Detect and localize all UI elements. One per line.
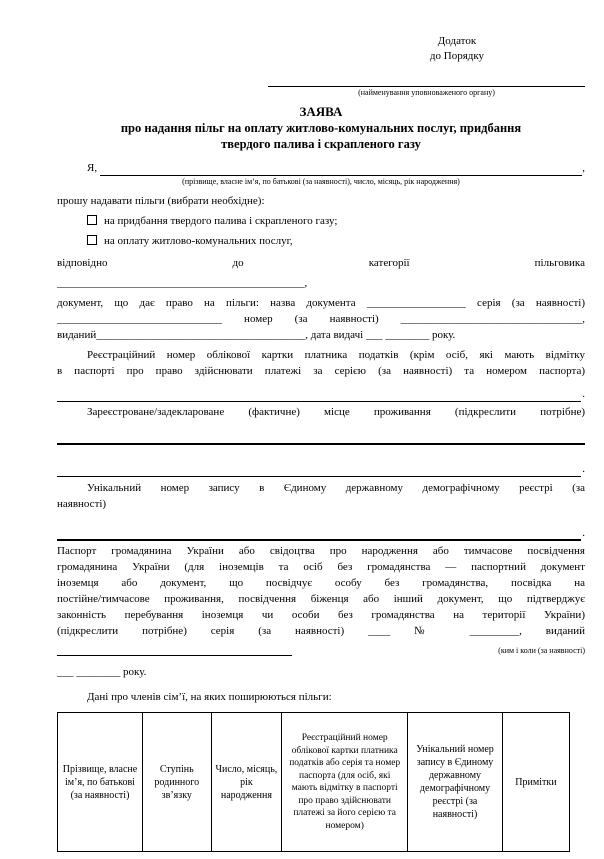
unique-number-field[interactable]: [57, 529, 581, 541]
applicant-caption: (прізвище, власне ім’я, по батькові (за наявності), число, місяць, рік народження): [182, 177, 460, 186]
residence-field-line-1[interactable]: [57, 433, 585, 445]
unique-line-period: .: [582, 527, 585, 539]
annex-line-2: до Порядку: [429, 50, 485, 62]
family-members-table: [57, 712, 570, 852]
tax-number-line-2: в паспорті про право здійснювати платежі за серією (за наявності) та номером паспорта): [57, 365, 585, 377]
residence-field-line-2[interactable]: [57, 466, 581, 477]
category-field[interactable]: _____________________________________________,: [57, 277, 308, 289]
annex-line-1: Додаток: [437, 35, 477, 47]
passport-para-line-1: Паспорт громадянина України або свідоцтва про народження або тимчасове посвідчення: [57, 545, 585, 557]
passport-para-line-4: постійне/тимчасове проживання, посвідчення біженця або інший документ, що підтверджує: [57, 593, 585, 605]
option-housing-services: [87, 233, 585, 249]
document-issued-line: виданий______________________________________, дата видачі ___ ________ року.: [57, 329, 456, 341]
applicant-prefix: Я,: [87, 162, 98, 174]
document-name-line: документ, що дає право на пільги: назва документа __________________ серія (за наявності): [57, 297, 585, 309]
family-table-caption: Дані про членів сім’ї, на яких поширюються пільги:: [87, 691, 332, 703]
option-housing-services-label: на оплату житлово-комунальних послуг,: [104, 235, 293, 247]
table-header-name: Прізвище, власне ім’я, по батькові (за наявності): [58, 713, 143, 852]
authority-name-field[interactable]: [268, 75, 585, 87]
form-title: ЗАЯВА: [299, 104, 343, 119]
option-solid-fuel: [87, 213, 585, 229]
unique-number-line-1: Унікальний номер запису в Єдиному державному демографічному реєстрі (за: [87, 482, 585, 494]
table-header-birthdate: Число, місяць, рік народження: [211, 713, 282, 852]
document-number-line: ______________________________ номер (за наявності) _________________________________,: [57, 313, 585, 325]
category-line: відповідно до категорії пільговика: [57, 257, 585, 269]
applicant-name-field[interactable]: [100, 163, 582, 176]
tax-number-line-1: Реєстраційний номер облікової картки платника податків (крім осіб, які мають відмітку: [87, 349, 585, 361]
checkbox-housing-services[interactable]: [87, 235, 97, 245]
issue-year-line: ___ ________ року.: [57, 666, 147, 678]
form-subtitle-line-2: твердого палива і скрапленого газу: [221, 137, 421, 151]
form-subtitle-line-1: про надання пільг на оплату житлово-комунальних послуг, придбання: [120, 121, 522, 135]
unique-number-line-2: наявності): [57, 498, 107, 510]
tax-number-field[interactable]: [57, 391, 581, 402]
table-header-unique-number: Унікальний номер запису в Єдиному державному демографічному реєстрі (за наявності): [408, 713, 503, 852]
authority-name-caption: (найменування уповноваженого органу): [358, 88, 495, 97]
tax-line-period: .: [582, 388, 585, 400]
residence-line: Зареєстроване/задеклароване (фактичне) місце проживання (підкреслити потрібне): [87, 406, 585, 418]
issuer-caption: (ким і коли (за наявності): [498, 646, 585, 655]
passport-para-line-5: законність перебування іноземця чи особи без громадянства на території України): [57, 609, 585, 621]
issuer-field[interactable]: [57, 645, 292, 656]
checkbox-solid-fuel[interactable]: [87, 215, 97, 225]
passport-para-line-2: громадянина України (для іноземців та осіб без громадянства — паспортний документ: [57, 561, 585, 573]
passport-para-line-3: іноземця або документ, що посвідчує особу без громадянства, посвідка на: [57, 577, 585, 589]
option-solid-fuel-label: на придбання твердого палива і скрапленого газу;: [104, 215, 338, 227]
passport-series-line: (підкреслити потрібне) серія (за наявності) ____ № _________, виданий: [57, 625, 585, 637]
table-header-notes: Примітки: [502, 713, 569, 852]
table-header-tax-number: Реєстраційний номер облікової картки платника податків або серія та номер паспорта (для осіб, які мають відмітку в паспорті про право здійснювати платежі за його серією та номером): [282, 713, 408, 852]
request-intro: прошу надавати пільги (вибрати необхідне):: [57, 195, 265, 207]
applicant-comma: ,: [582, 162, 585, 174]
residence-line-period: .: [582, 463, 585, 475]
table-header-relationship: Ступінь родинного зв’язку: [142, 713, 211, 852]
annex-label: [387, 34, 527, 64]
